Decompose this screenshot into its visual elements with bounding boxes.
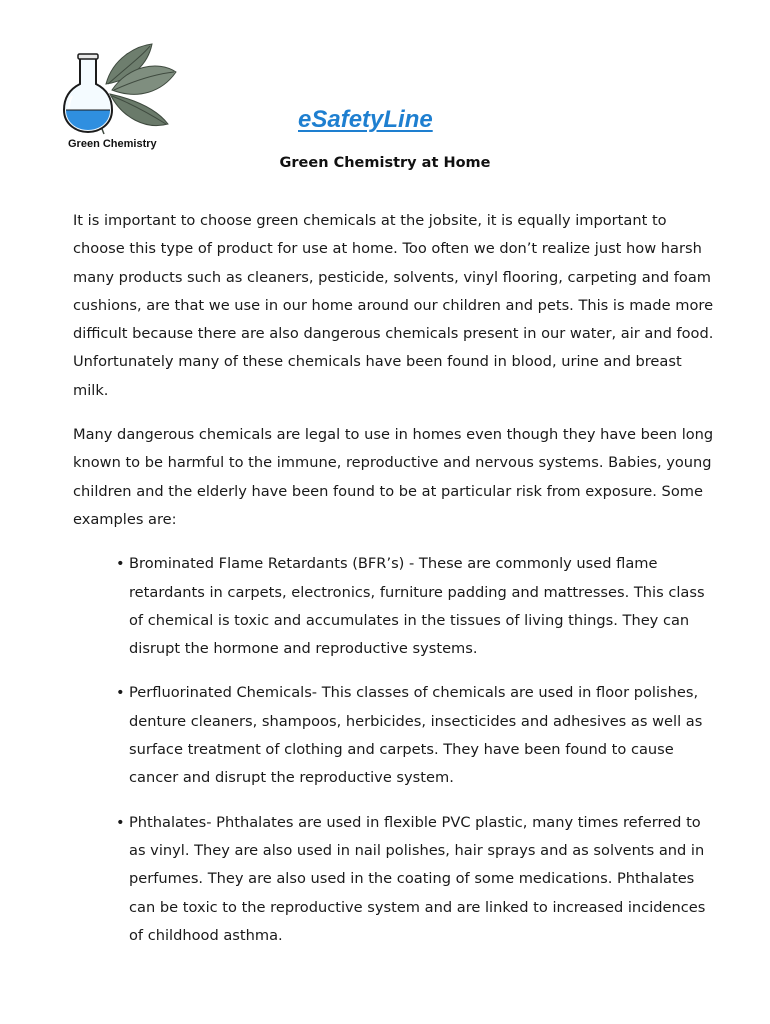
- list-item-text: Perfluorinated Chemicals- This classes of chemicals are used in floor polishes, denture cleaners, shampoos, herbicides, insecticides and adhesives as well as surface treatment of clothing and carpets. They have been found to cause cancer and disrupt the reproductive system.: [129, 684, 703, 787]
- logo-caption: Green Chemistry: [68, 138, 157, 150]
- brand-name[interactable]: eSafetyLine: [298, 106, 433, 133]
- examples-intro-paragraph: Many dangerous chemicals are legal to use in homes even though they have been long known to be harmful to the immune, reproductive and nervous systems. Babies, young children and the elderly have been found to be at particular risk from exposure. Some examples are:: [73, 426, 714, 528]
- list-item-text: Brominated Flame Retardants (BFR’s) - These are commonly used flame retardants in carpets, electronics, furniture padding and mattresses. This class of chemical is toxic and accumulates in the tissues of living things. They can disrupt the hormone and reproductive systems.: [129, 555, 705, 658]
- bullet-icon: •: [116, 813, 125, 831]
- list-item: [73, 550, 721, 663]
- list-item: [73, 679, 721, 792]
- flask-leaves-icon: [58, 38, 188, 138]
- examples-list: [73, 550, 721, 950]
- document-body: [73, 207, 721, 966]
- bullet-icon: •: [116, 555, 125, 573]
- list-item: [73, 809, 721, 950]
- page-title: Green Chemistry at Home: [279, 155, 491, 171]
- list-item-text: Phthalates- Phthalates are used in flexible PVC plastic, many times referred to as vinyl. They are also used in nail polishes, hair sprays and as solvents and in perfumes. They are also used in the coating of some medications. Phthalates can be toxic to the reproductive system and are linked to increased incidences of childhood asthma.: [129, 813, 706, 944]
- intro-paragraph: It is important to choose green chemicals at the jobsite, it is equally important to choose this type of product for use at home. Too often we don’t realize just how harsh many products such as cleaners, pesticide, solvents, vinyl flooring, carpeting and foam cushions, are that we use in our home around our children and pets. This is made more difficult because there are also dangerous chemicals present in our water, air and food. Unfortunately many of these chemicals have been found in blood, urine and breast milk.: [73, 212, 714, 399]
- bullet-icon: •: [116, 684, 125, 702]
- green-chemistry-logo: [58, 38, 188, 156]
